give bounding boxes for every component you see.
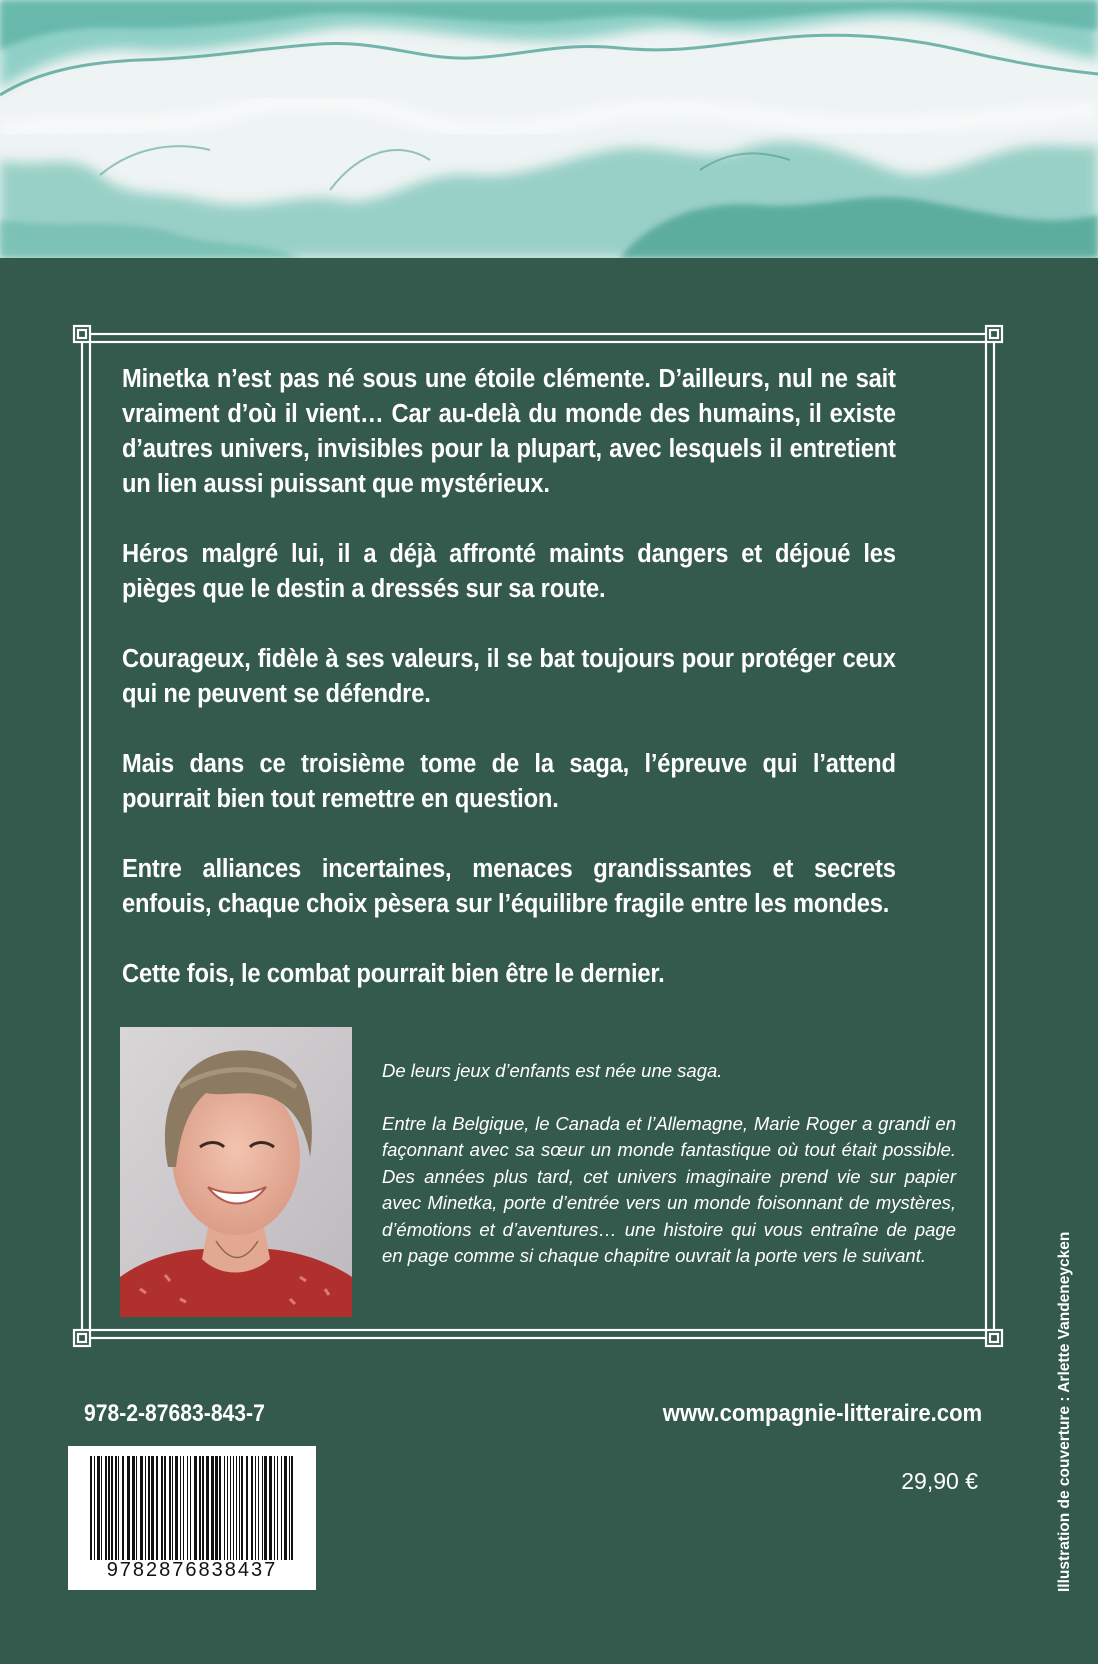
barcode-bar xyxy=(169,1456,171,1560)
barcode-bar xyxy=(224,1456,225,1560)
barcode-bar xyxy=(291,1456,293,1560)
barcode-bar xyxy=(230,1456,231,1560)
barcode-bar xyxy=(156,1456,158,1560)
barcode-bar xyxy=(251,1456,253,1560)
publisher-website[interactable]: www.compagnie-litteraire.com xyxy=(662,1400,982,1427)
blurb-paragraph: Courageux, fidèle à ses valeurs, il se bat toujours pour protéger ceux qui ne peuvent se défendre. xyxy=(122,645,896,708)
barcode-bar xyxy=(202,1456,204,1560)
barcode-bar xyxy=(183,1456,184,1560)
barcode-bar xyxy=(194,1456,197,1560)
barcode-digits: 9782876838437 xyxy=(106,1559,278,1581)
barcode-bar xyxy=(241,1456,243,1560)
barcode-bar xyxy=(148,1456,150,1560)
barcode-bar xyxy=(145,1456,146,1560)
barcode-bar xyxy=(164,1456,166,1560)
barcode-bar xyxy=(264,1456,267,1560)
isbn-barcode xyxy=(68,1446,316,1590)
barcode-bar xyxy=(236,1456,237,1560)
barcode-bar xyxy=(172,1456,173,1560)
barcode-bar xyxy=(284,1456,287,1560)
barcode-bar xyxy=(132,1456,135,1560)
barcode-bar xyxy=(199,1456,201,1560)
bio-tagline: De leurs jeux d’enfants est née une saga. xyxy=(382,1060,723,1081)
barcode-bar xyxy=(105,1456,107,1560)
barcode-bar xyxy=(161,1456,163,1560)
barcode-bar xyxy=(255,1456,256,1560)
blurb-paragraph: Cette fois, le combat pourrait bien être le dernier. xyxy=(122,960,665,988)
author-bio xyxy=(382,1058,956,1296)
illustration-credit: Illustration de couverture : Arlette Vandeneycken xyxy=(1056,1231,1073,1592)
bio-text: Entre la Belgique, le Canada et l’Allemagne, Marie Roger a grandi en façonnant avec sa sœur un monde fantastique où tout était possible. Des années plus tard, cet univers imaginaire prend vie sur papier avec Minetka, porte d’entrée vers un monde foisonnant de mystères, d’émotions et d’aventures… une histoire qui vous entraîne de page en page comme si chaque chapitre ouvrait la porte vers le suivant. xyxy=(382,1112,956,1266)
isbn-number: 978-2-87683-843-7 xyxy=(84,1400,265,1427)
blurb-paragraph: Héros malgré lui, il a déjà affronté maints dangers et déjoué les pièges que le destin a dressés sur sa route. xyxy=(122,540,896,603)
price-label: 29,90 € xyxy=(901,1468,978,1494)
barcode-bar xyxy=(289,1456,290,1560)
barcode-bar xyxy=(274,1456,275,1560)
barcode-bar xyxy=(187,1456,188,1560)
blurb-paragraph: Minetka n’est pas né sous une étoile clémente. D’ailleurs, nul ne sait vraiment d’où il vient… Car au-delà du monde des humains, il existe d’autres univers, invisibles pour la plupart, avec lesquels il entretient un lien aussi puissant que mystérieux. xyxy=(122,365,896,498)
barcode-bar xyxy=(227,1456,228,1560)
blurb-paragraph: Mais dans ce troisième tome de la saga, l’épreuve qui l’attend pourrait bien tout remettre en question. xyxy=(122,750,896,813)
barcode-bar xyxy=(233,1456,234,1560)
barcode-bar xyxy=(281,1456,282,1560)
barcode-bar xyxy=(206,1456,209,1560)
barcode-bar xyxy=(219,1456,221,1560)
barcode-bar xyxy=(246,1456,248,1560)
barcode-bar xyxy=(108,1456,110,1560)
barcode-bar xyxy=(118,1456,119,1560)
cover-illustration xyxy=(0,0,1098,258)
blurb-paragraph: Entre alliances incertaines, menaces grandissantes et secrets enfouis, chaque choix pèsera sur l’équilibre fragile entre les mondes. xyxy=(122,855,896,918)
author-photo xyxy=(120,1027,352,1317)
barcode-bar xyxy=(94,1456,95,1560)
barcode-bar xyxy=(151,1456,154,1560)
barcode-bar xyxy=(180,1456,181,1560)
barcode-bar xyxy=(215,1456,218,1560)
barcode-bar xyxy=(115,1456,117,1560)
barcode-bar xyxy=(97,1456,100,1560)
barcode-bar xyxy=(140,1456,143,1560)
barcode-bar xyxy=(211,1456,214,1560)
barcode-bar xyxy=(175,1456,178,1560)
book-blurb xyxy=(122,362,896,992)
barcode-bar xyxy=(136,1456,137,1560)
barcode-bar xyxy=(258,1456,259,1560)
barcode-bar xyxy=(269,1456,272,1560)
barcode-bar xyxy=(101,1456,102,1560)
barcode-bar xyxy=(262,1456,263,1560)
barcode-bar xyxy=(277,1456,278,1560)
barcode-bar xyxy=(90,1456,92,1560)
barcode-bar xyxy=(122,1456,124,1560)
barcode-bar xyxy=(127,1456,130,1560)
barcode-bar xyxy=(190,1456,191,1560)
barcode-bar xyxy=(111,1456,113,1560)
barcode-bar xyxy=(239,1456,240,1560)
